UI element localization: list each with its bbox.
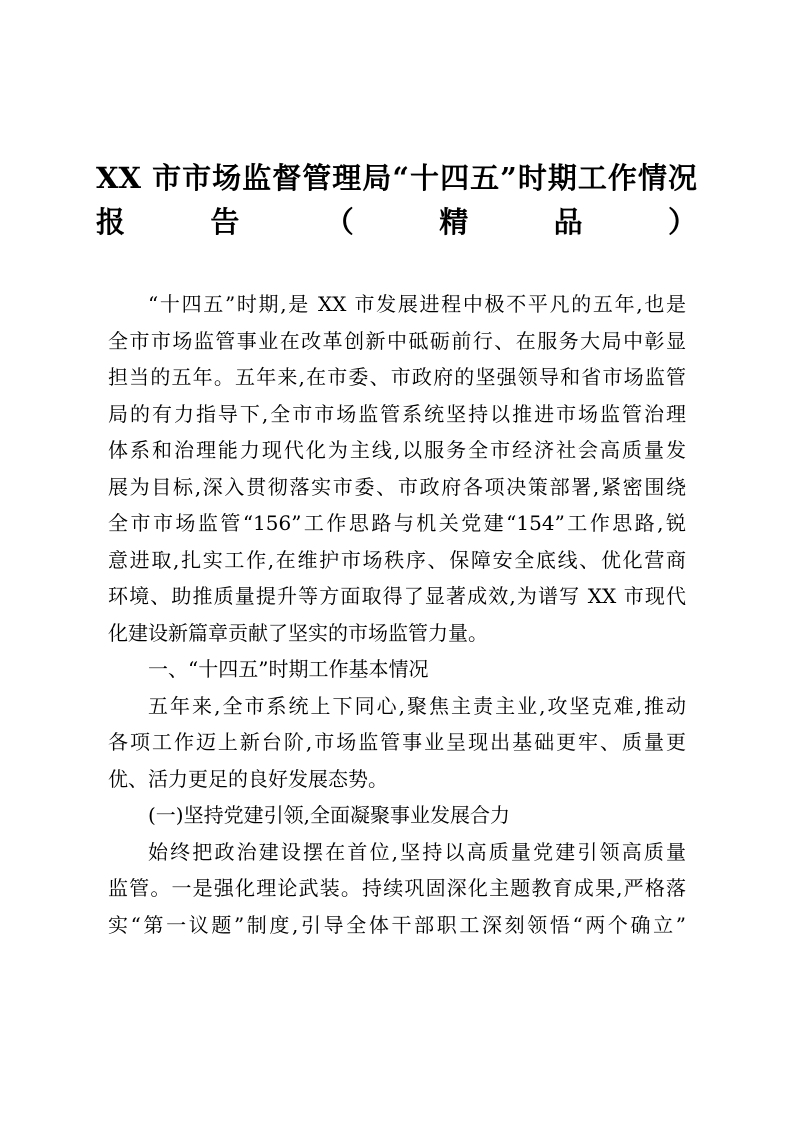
body-paragraph (108, 834, 686, 944)
text-line: 担当的五年。五年来,在市委、市政府的坚强领导和省市场监管 (108, 365, 686, 389)
document-title (96, 156, 697, 244)
intro-paragraph (108, 286, 686, 651)
text-line: “十四五”时期,是 XX 市发展进程中极不平凡的五年,也是 (148, 292, 686, 316)
body-paragraph (108, 688, 686, 798)
text-line: 环境、助推质量提升等方面取得了显著成效,为谱写 XX 市现代 (108, 584, 686, 608)
subsection-heading (108, 797, 686, 834)
heading-line: 一、“十四五”时期工作基本情况 (148, 657, 429, 681)
title-line: XX 市市场监督管理局“十四五”时期工作情况 (96, 161, 697, 195)
document-body (108, 286, 686, 943)
heading-line: (一)坚持党建引领,全面凝聚事业发展合力 (148, 803, 510, 827)
text-line: 意进取,扎实工作,在维护市场秩序、保障安全底线、优化营商 (108, 547, 686, 572)
text-line: 监管。一是强化理论武装。持续巩固深化主题教育成果,严格落 (108, 876, 686, 900)
section-heading (108, 651, 686, 688)
title-line: 报告（精品） (96, 205, 697, 239)
text-line: 各项工作迈上新台阶,市场监管事业呈现出基础更牢、质量更 (108, 730, 686, 754)
text-line: 全市市场监管事业在改革创新中砥砺前行、在服务大局中彰显 (108, 328, 686, 353)
text-line: 局的有力指导下,全市市场监管系统坚持以推进市场监管治理 (108, 401, 686, 426)
text-line: 展为目标,深入贯彻落实市委、市政府各项决策部署,紧密围绕 (108, 474, 686, 499)
text-line: 始终把政治建设摆在首位,坚持以高质量党建引领高质量 (148, 839, 686, 864)
text-line: 优、活力更足的良好发展态势。 (108, 766, 388, 791)
text-line: 体系和治理能力现代化为主线,以服务全市经济社会高质量发 (108, 438, 686, 462)
text-line: 五年来,全市系统上下同心,聚焦主责主业,攻坚克难,推动 (148, 693, 686, 718)
text-line: 化建设新篇章贡献了坚实的市场监管力量。 (108, 620, 488, 645)
text-line: 全市市场监管“156”工作思路与机关党建“154”工作思路,锐 (108, 511, 686, 535)
text-line: 实“第一议题”制度,引导全体干部职工深刻领悟“两个确立” (108, 912, 686, 937)
